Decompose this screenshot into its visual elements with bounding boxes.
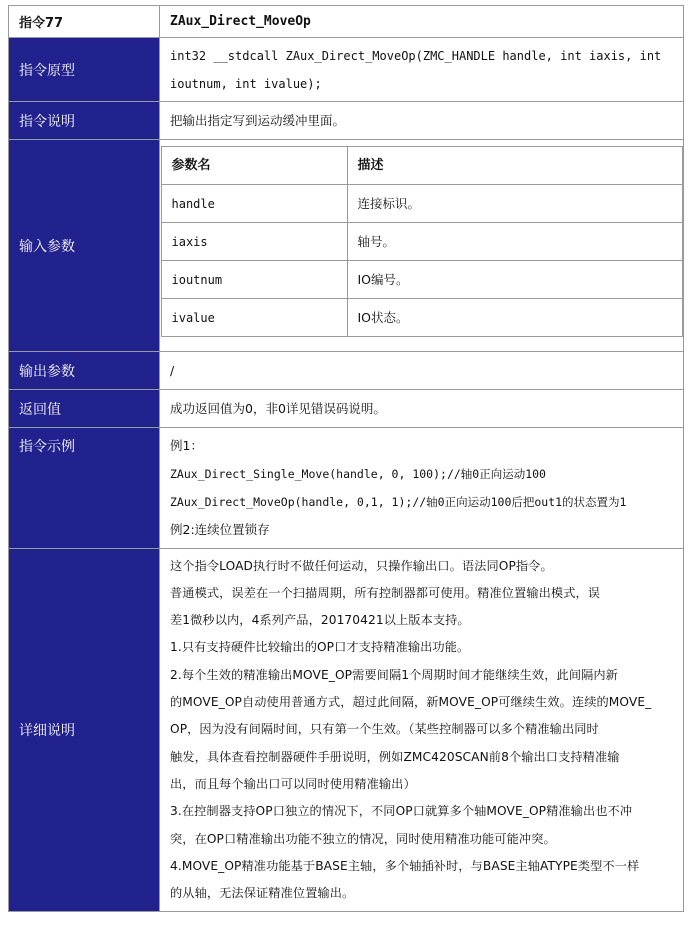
details-line: 3.在控制器支持OP口独立的情况下，不同OP口就算多个轴MOVE_OP精准输出也不冲 (170, 804, 633, 819)
instruction-table (8, 5, 684, 912)
details-line: 的从轴，无法保证精准位置输出。 (170, 886, 355, 901)
example-row (9, 428, 684, 549)
param-desc: IO状态。 (347, 299, 682, 337)
details-line: 突，在OP口精准输出功能不独立的情况，同时使用精准功能可能冲突。 (170, 831, 556, 846)
param-desc-header: 描述 (347, 147, 682, 185)
description-label: 指令说明 (9, 102, 160, 140)
parameter-row (161, 185, 682, 223)
outputs-value: / (160, 352, 684, 390)
example-line: ZAux_Direct_Single_Move(handle, 0, 100);//轴0正向运动100 (170, 467, 546, 481)
example-line: ZAux_Direct_MoveOp(handle, 0,1, 1);//轴0正向运动100后把out1的状态置为1 (170, 495, 627, 509)
outputs-row (9, 352, 684, 390)
details-line: 的MOVE_OP自动使用普通方式，超过此间隔，新MOVE_OP可继续生效。连续的MOVE_ (170, 695, 652, 710)
returns-row (9, 390, 684, 428)
returns-value: 成功返回值为0，非0详见错误码说明。 (160, 390, 684, 428)
description-value: 把输出指定写到运动缓冲里面。 (160, 102, 684, 140)
details-line: OP，因为没有间隔时间，只有第一个生效。（某些控制器可以多个精准输出同时 (170, 722, 599, 737)
details-line: 4.MOVE_OP精准功能基于BASE主轴，多个轴插补时，与BASE主轴ATYPE类型不一样 (170, 858, 640, 873)
details-value (160, 549, 684, 912)
description-row (9, 102, 684, 140)
inputs-row (9, 140, 684, 352)
header-row (9, 6, 684, 38)
returns-label: 返回值 (9, 390, 160, 428)
outputs-label: 输出参数 (9, 352, 160, 390)
inputs-label: 输入参数 (9, 140, 160, 352)
details-line: 普通模式，误差在一个扫描周期，所有控制器都可使用。精准位置输出模式，误 (170, 585, 601, 600)
instruction-title: ZAux_Direct_MoveOp (160, 6, 684, 38)
parameter-table (161, 146, 683, 337)
prototype-line: int32 __stdcall ZAux_Direct_MoveOp(ZMC_HANDLE handle, int iaxis, int (170, 48, 662, 63)
details-line: 这个指令LOAD执行时不做任何运动，只操作输出口。语法同OP指令。 (170, 558, 553, 573)
parameter-row (161, 261, 682, 299)
param-desc: IO编号。 (347, 261, 682, 299)
details-line: 触发，具体查看控制器硬件手册说明，例如ZMC420SCAN前8个输出口支持精准输 (170, 749, 620, 764)
prototype-row (9, 38, 684, 102)
prototype-value (160, 38, 684, 102)
param-name: ioutnum (161, 261, 347, 299)
inputs-value (160, 140, 684, 352)
parameter-row (161, 223, 682, 261)
param-desc: 连接标识。 (347, 185, 682, 223)
prototype-label: 指令原型 (9, 38, 160, 102)
prototype-line: ioutnum, int ivalue); (170, 76, 322, 91)
example-value (160, 428, 684, 549)
param-name: ivalue (161, 299, 347, 337)
parameter-header-row (161, 147, 682, 185)
instruction-number: 指令77 (9, 6, 160, 38)
example-label: 指令示例 (9, 428, 160, 549)
details-line: 1.只有支持硬件比较输出的OP口才支持精准输出功能。 (170, 640, 470, 655)
param-desc: 轴号。 (347, 223, 682, 261)
example-line: 例1： (170, 438, 203, 453)
details-line: 2.每个生效的精准输出MOVE_OP需要间隔1个周期时间才能继续生效，此间隔内新 (170, 667, 618, 682)
param-name: iaxis (161, 223, 347, 261)
example-line: 例2:连续位置锁存 (170, 522, 270, 537)
details-label: 详细说明 (9, 549, 160, 912)
param-name-header: 参数名 (161, 147, 347, 185)
parameter-row (161, 299, 682, 337)
details-line: 出，而且每个输出口可以同时使用精准输出） (170, 776, 416, 791)
param-name: handle (161, 185, 347, 223)
details-row (9, 549, 684, 912)
details-line: 差1微秒以内，4系列产品，20170421以上版本支持。 (170, 613, 470, 628)
